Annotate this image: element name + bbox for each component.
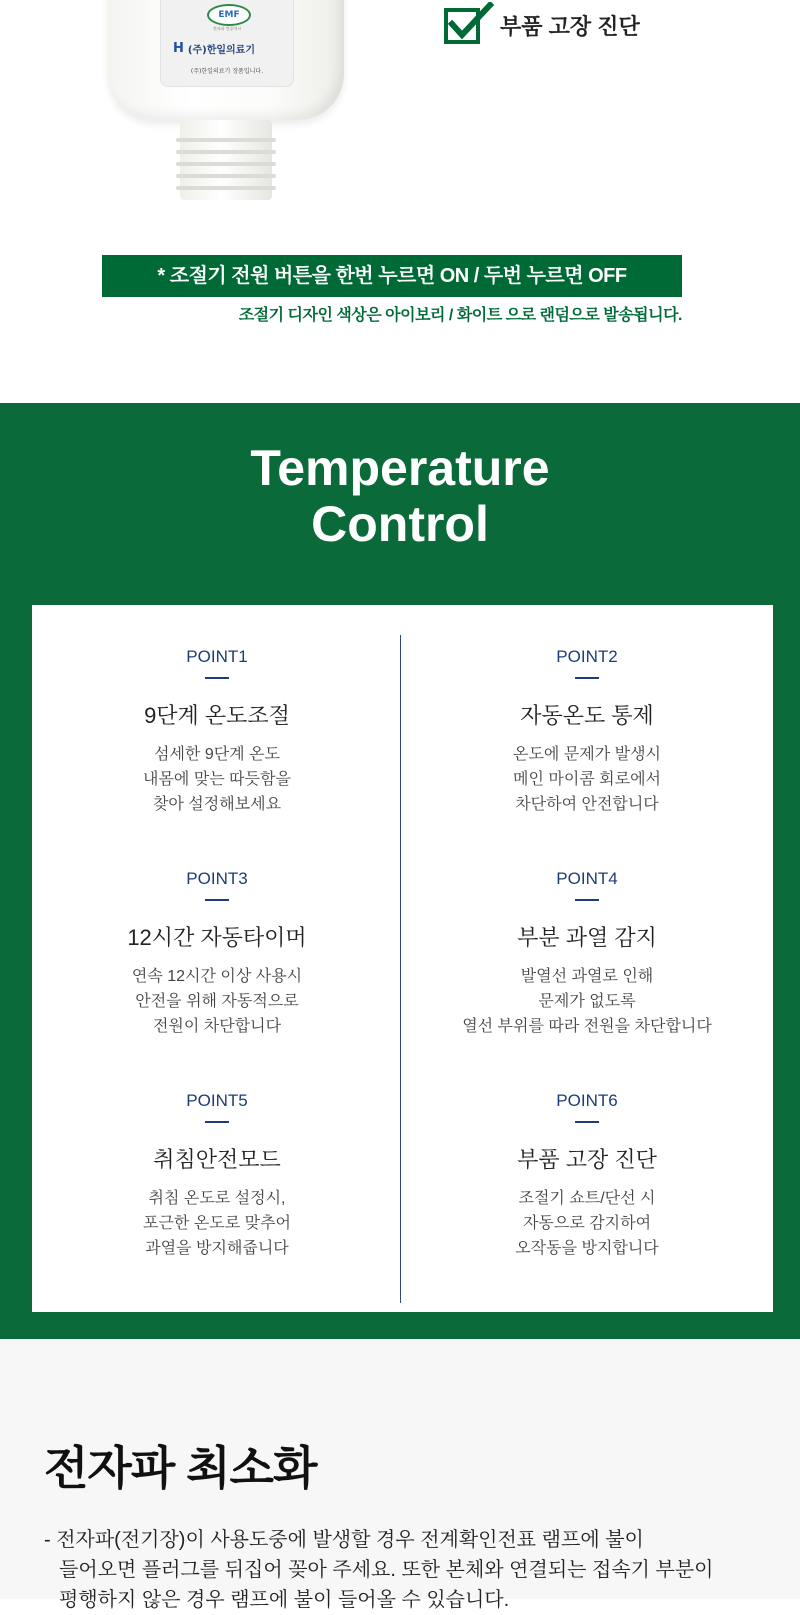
point-description-line: 안전을 위해 자동적으로 bbox=[135, 993, 299, 1010]
controller-label bbox=[160, 0, 294, 87]
emf-description-line: 들어오면 플러그를 뒤집어 꽂아 주세요. 또한 본체와 연결되는 접속기 부분이 bbox=[59, 1559, 714, 1581]
section-title-line2: Control bbox=[311, 496, 489, 552]
point-description-line: 문제가 없도록 bbox=[538, 993, 636, 1010]
point-description-line: 메인 마이콤 회로에서 bbox=[513, 771, 661, 788]
point-item bbox=[402, 869, 772, 1039]
point-title: 취침안전모드 bbox=[153, 1147, 281, 1172]
emf-badge-caption: 전자파 인증마크 bbox=[212, 26, 242, 31]
temperature-controller-image bbox=[108, 0, 344, 215]
point-dash bbox=[205, 899, 229, 901]
point-description bbox=[402, 742, 772, 817]
point-label: POINT2 bbox=[556, 647, 618, 666]
brand-name: (주)한일의료기 bbox=[187, 44, 255, 56]
point-title: 부품 고장 진단 bbox=[517, 1147, 657, 1172]
point-label: POINT6 bbox=[556, 1091, 618, 1110]
genuine-notice: (주)한일의료기 정품입니다. bbox=[190, 68, 264, 75]
point-label: POINT5 bbox=[186, 1091, 248, 1110]
controller-rib bbox=[176, 138, 276, 142]
point-item bbox=[402, 647, 772, 817]
section-title-line1: Temperature bbox=[250, 440, 550, 496]
point-dash bbox=[205, 1121, 229, 1123]
controller-body bbox=[108, 0, 344, 120]
point-dash bbox=[205, 677, 229, 679]
color-notice: 조절기 디자인 색상은 아이보리 / 화이트 으로 랜덤으로 발송됩니다. bbox=[238, 307, 682, 324]
emf-description bbox=[44, 1525, 764, 1615]
point-description bbox=[32, 964, 402, 1039]
section-title bbox=[0, 440, 800, 552]
point-title: 부분 과열 감지 bbox=[517, 925, 657, 950]
controller-rib bbox=[176, 186, 276, 190]
points-card bbox=[32, 605, 773, 1312]
point-item bbox=[402, 1091, 772, 1261]
point-dash bbox=[575, 899, 599, 901]
brand-row bbox=[173, 40, 293, 56]
emf-title: 전자파 최소화 bbox=[44, 1442, 317, 1494]
point-label: POINT3 bbox=[186, 869, 248, 888]
point-item bbox=[32, 869, 402, 1039]
point-dash bbox=[575, 677, 599, 679]
point-description-line: 전원이 차단합니다 bbox=[152, 1018, 282, 1035]
controller-rib bbox=[176, 150, 276, 154]
point-description-line: 조절기 쇼트/단선 시 bbox=[518, 1190, 656, 1207]
point-label: POINT1 bbox=[186, 647, 248, 666]
point-description-line: 취침 온도로 설정시, bbox=[148, 1190, 286, 1207]
product-section bbox=[0, 0, 800, 403]
power-button-notice: * 조절기 전원 버튼을 한번 누르면 ON / 두번 누르면 OFF bbox=[102, 255, 682, 297]
point-label: POINT4 bbox=[556, 869, 618, 888]
point-item bbox=[32, 647, 402, 817]
controller-rib bbox=[176, 162, 276, 166]
point-title: 12시간 자동타이머 bbox=[127, 925, 307, 950]
emf-description-line: 평행하지 않은 경우 램프에 불이 들어올 수 있습니다. bbox=[59, 1589, 510, 1611]
point-item bbox=[32, 1091, 402, 1261]
brand-logo: H bbox=[173, 40, 184, 56]
point-description-line: 포근한 온도로 맞추어 bbox=[143, 1215, 291, 1232]
feature-text: 부품 고장 진단 bbox=[500, 14, 640, 39]
point-description-line: 찾아 설정해보세요 bbox=[152, 796, 282, 813]
point-description-line: 연속 12시간 이상 사용시 bbox=[131, 968, 303, 985]
point-title: 자동온도 통제 bbox=[520, 703, 654, 728]
point-dash bbox=[575, 1121, 599, 1123]
point-description-line: 차단하여 안전합니다 bbox=[515, 796, 659, 813]
point-description-line: 과열을 방지해줍니다 bbox=[145, 1240, 289, 1257]
point-title: 9단계 온도조절 bbox=[144, 703, 290, 728]
point-description-line: 내몸에 맞는 따듯함을 bbox=[143, 771, 291, 788]
point-description-line: 자동으로 감지하여 bbox=[522, 1215, 652, 1232]
point-description bbox=[32, 742, 402, 817]
point-description bbox=[402, 964, 772, 1039]
checkbox-checked-icon bbox=[444, 2, 494, 46]
point-description-line: 열선 부위를 따라 전원을 차단합니다 bbox=[462, 1018, 712, 1035]
point-description bbox=[32, 1186, 402, 1261]
emf-description-line: - 전자파(전기장)이 사용도중에 발생할 경우 전계확인전표 램프에 불이 bbox=[44, 1529, 644, 1551]
point-description-line: 발열선 과열로 인해 bbox=[520, 968, 654, 985]
emf-badge: EMF bbox=[207, 4, 251, 26]
controller-rib bbox=[176, 174, 276, 178]
point-description-line: 섬세한 9단계 온도 bbox=[154, 746, 280, 763]
point-description-line: 온도에 문제가 발생시 bbox=[513, 746, 661, 763]
point-description bbox=[402, 1186, 772, 1261]
point-description-line: 오작동을 방지합니다 bbox=[515, 1240, 659, 1257]
